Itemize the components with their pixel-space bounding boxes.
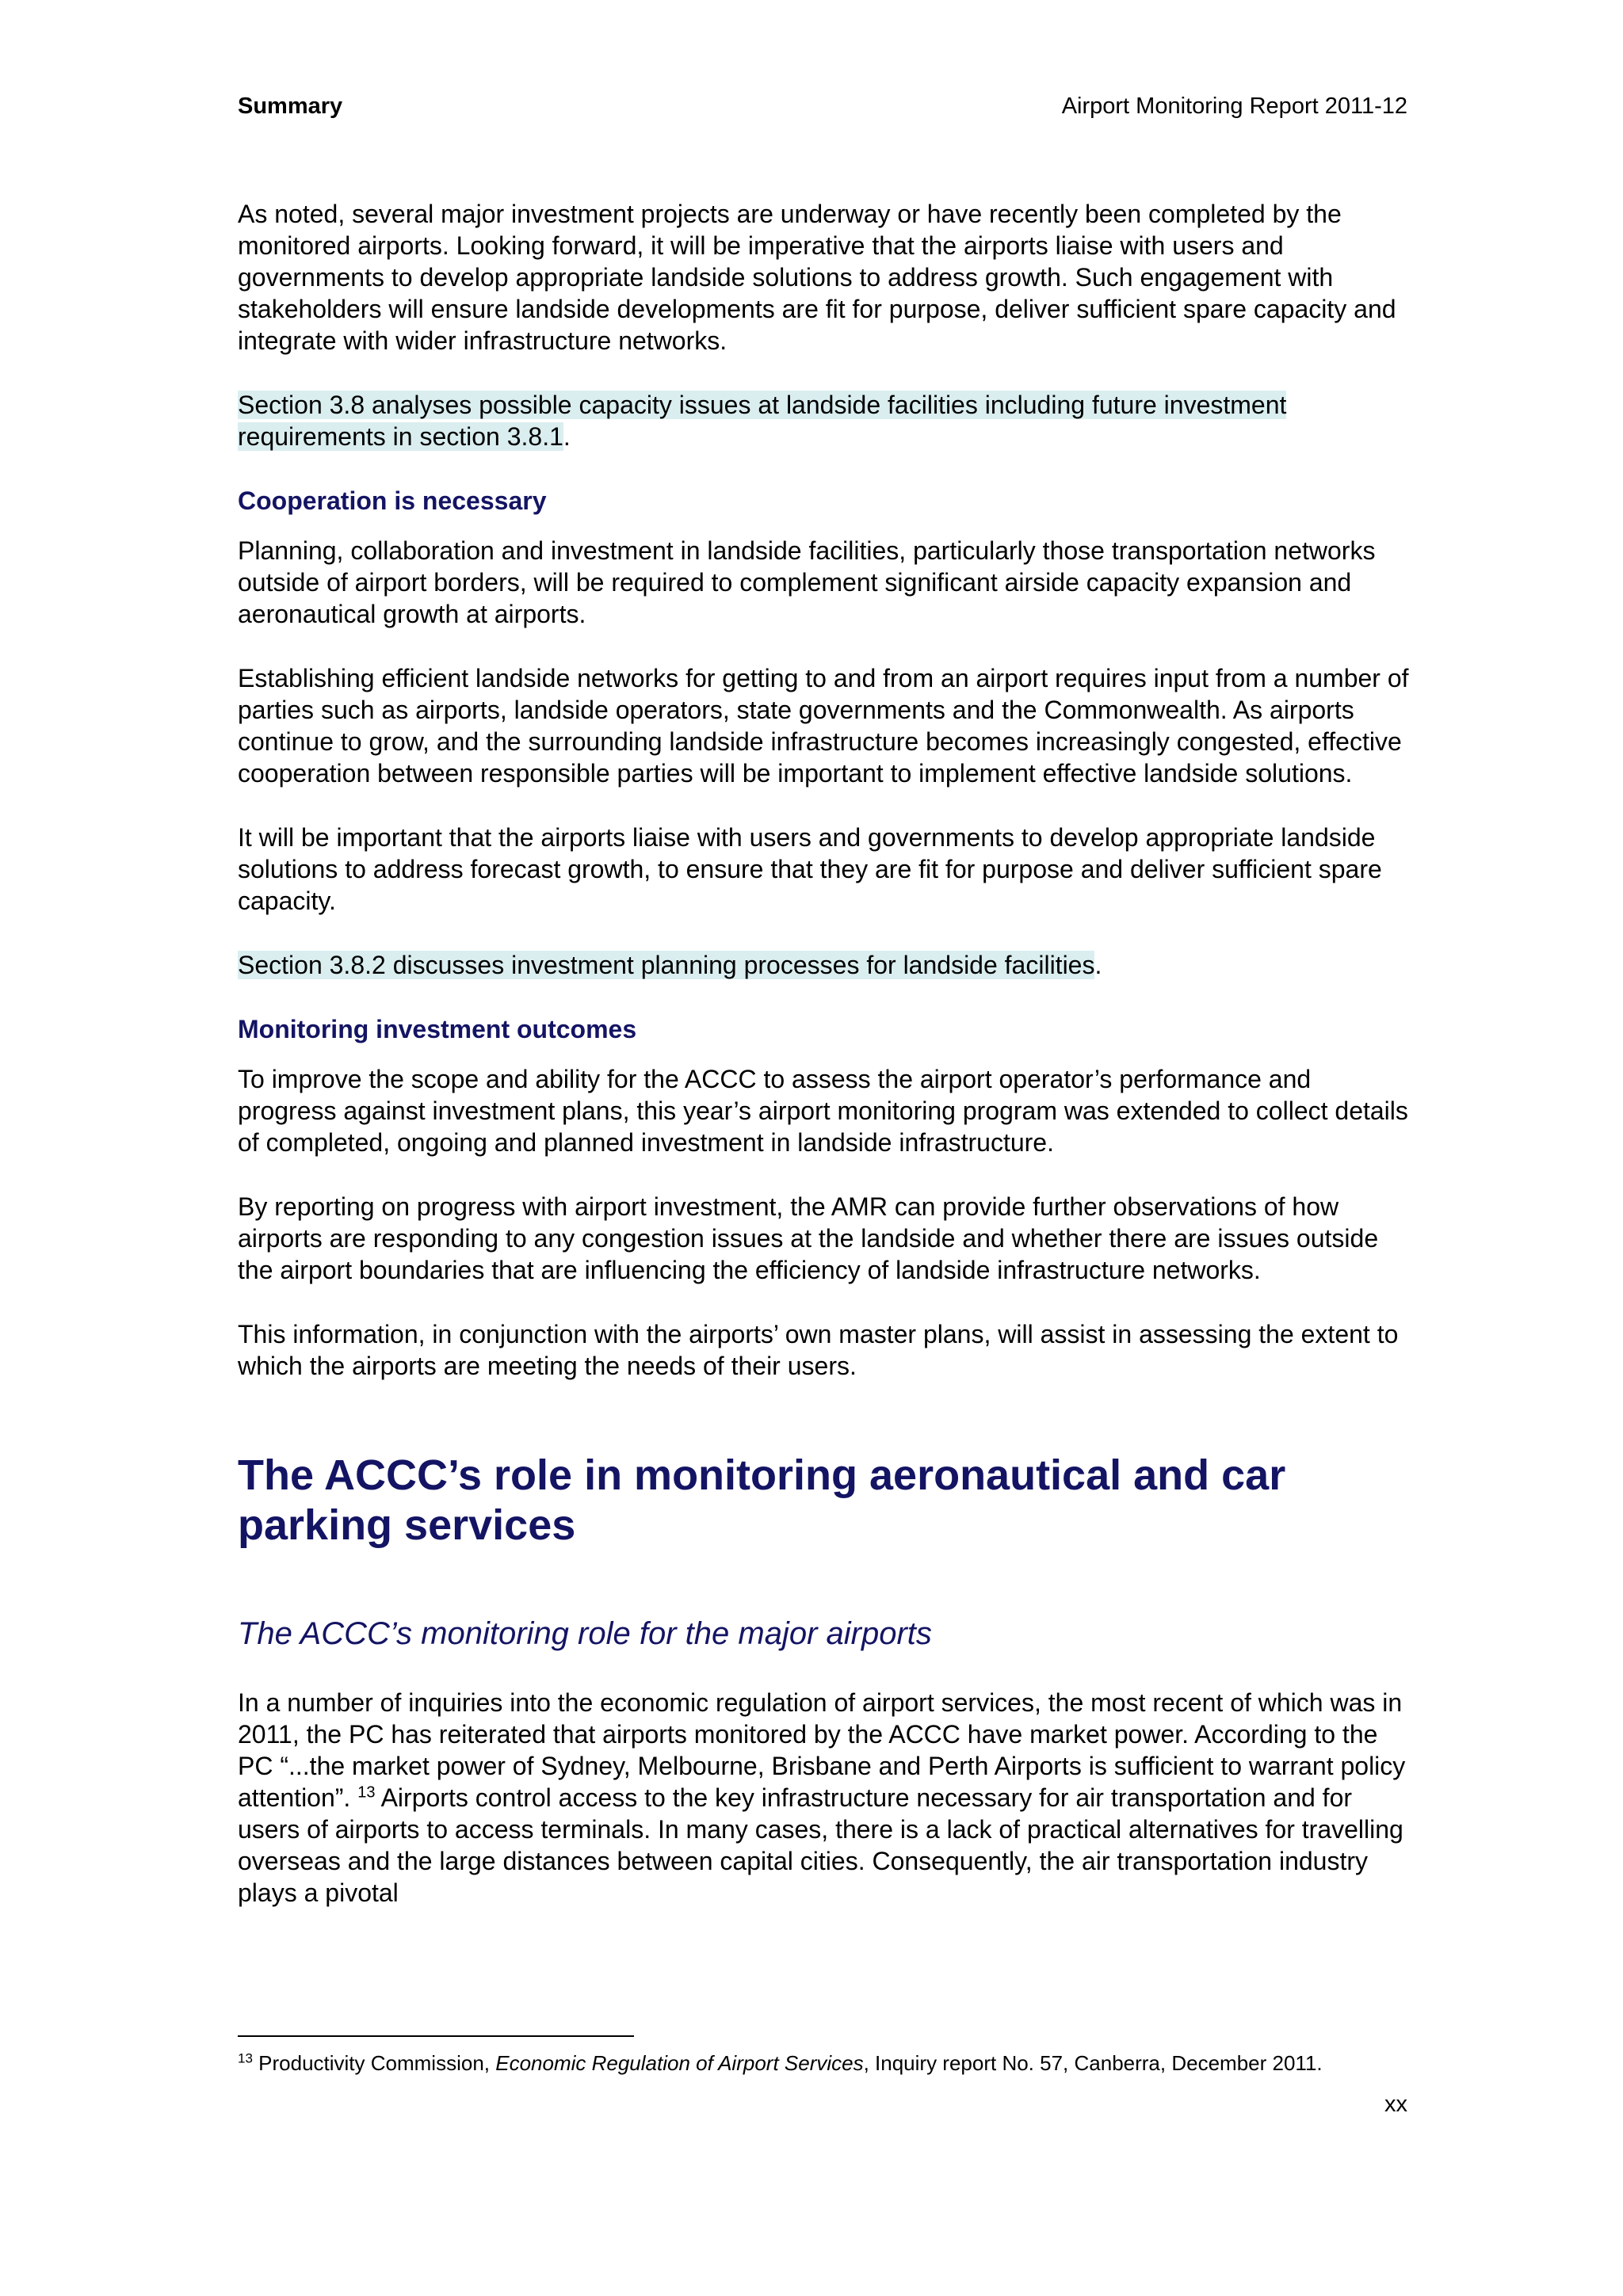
paragraph: This information, in conjunction with the airports’ own master plans, will assist in assessing the extent to which the airports are meeting the needs of their users.	[238, 1320, 1399, 1380]
subheading-cooperation: Cooperation is necessary	[238, 486, 547, 515]
footnote-text: Productivity Commission,	[252, 2051, 496, 2075]
subheading-monitoring: Monitoring investment outcomes	[238, 1015, 637, 1043]
footnote-divider	[238, 2035, 634, 2037]
section-subheading: The ACCC’s monitoring role for the major airports	[238, 1616, 932, 1651]
page-content	[238, 198, 1411, 1941]
footnote-number: 13	[238, 2050, 253, 2066]
paragraph	[238, 1687, 1411, 1909]
footnote-reference[interactable]: 13	[357, 1783, 376, 1802]
section-heading: The ACCC’s role in monitoring aeronautical and car parking services	[238, 1451, 1286, 1549]
punctuation: .	[563, 422, 571, 451]
header-report-title: Airport Monitoring Report 2011-12	[1061, 93, 1407, 119]
footnote-cited-title: Economic Regulation of Airport Services	[495, 2051, 864, 2075]
header-section-title: Summary	[238, 93, 343, 119]
paragraph: As noted, several major investment projects are underway or have recently been completed by the monitored airports. Looking forward, it will be imperative that the airports liaise with users and governments to develop appropriate landside solutions to address growth. Such engagement with stakeholders will ensure landside developments are fit for purpose, deliver sufficient spare capacity and integrate with wider infrastructure networks.	[238, 200, 1396, 355]
paragraph-text: Airports control access to the key infrastructure necessary for air transportation and for users of airports to access terminals. In many cases, there is a lack of practical alternatives for travelling overseas and the large distances between capital cities. Consequently, the air transportation industry plays a pivotal	[238, 1783, 1403, 1907]
cross-reference-paragraph	[238, 389, 1411, 452]
paragraph: To improve the scope and ability for the ACCC to assess the airport operator’s performance and progress against investment plans, this year’s airport monitoring program was extended to collect details of completed, ongoing and planned investment in landside infrastructure.	[238, 1065, 1408, 1157]
paragraph-text: In a number of inquiries into the economic regulation of airport services, the most recent of which was in 2011, the PC has reiterated that airports monitored by the ACCC have market power. According to the PC “...the market power of Sydney, Melbourne, Brisbane and Perth Airports is sufficient to warrant policy attention”.	[238, 1688, 1406, 1812]
section-3-8-2-link[interactable]: Section 3.8.2 discusses investment planning processes for landside facilities	[238, 951, 1095, 979]
footnote	[238, 2050, 1426, 2077]
paragraph: It will be important that the airports liaise with users and governments to develop appropriate landside solutions to address forecast growth, to ensure that they are fit for purpose and deliver sufficient spare capacity.	[238, 823, 1382, 915]
paragraph: Planning, collaboration and investment in landside facilities, particularly those transportation networks outside of airport borders, will be required to complement significant airside capacity expansion and aeronautical growth at airports.	[238, 536, 1376, 628]
paragraph: By reporting on progress with airport investment, the AMR can provide further observations of how airports are responding to any congestion issues at the landside and whether there are issues outside the airport boundaries that are influencing the efficiency of landside infrastructure networks.	[238, 1192, 1379, 1284]
page-header	[238, 93, 1407, 128]
paragraph: Establishing efficient landside networks for getting to and from an airport requires input from a number of parties such as airports, landside operators, state governments and the Commonwealth. As airports continue to grow, and the surrounding landside infrastructure becomes increasingly congested, effective cooperation between responsible parties will be important to implement effective landside solutions.	[238, 664, 1409, 788]
section-3-8-link[interactable]: Section 3.8 analyses possible capacity issues at landside facilities including future investment requirements in section 3.8.1	[238, 391, 1287, 451]
cross-reference-paragraph	[238, 949, 1411, 981]
page-number: xx	[1384, 2092, 1407, 2117]
footnote-text: , Inquiry report No. 57, Canberra, December 2011.	[863, 2051, 1323, 2075]
punctuation: .	[1094, 951, 1102, 979]
